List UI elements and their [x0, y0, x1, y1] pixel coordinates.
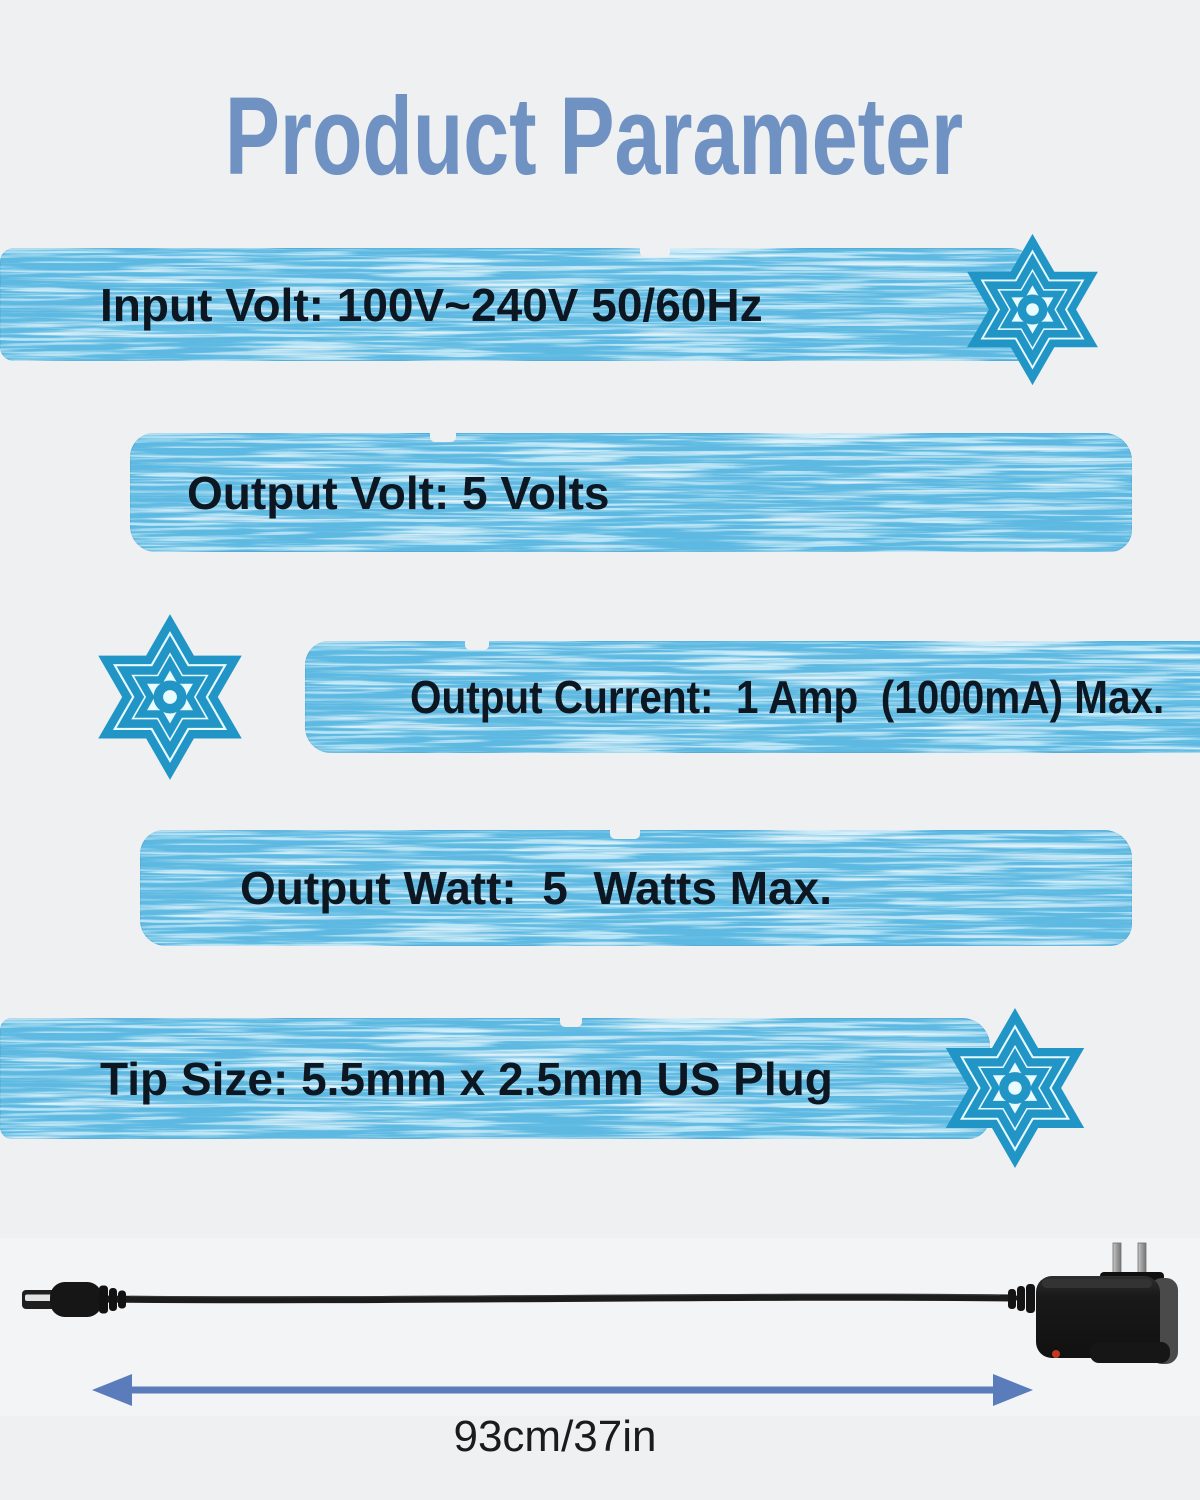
param-banner-input-volt [0, 248, 1038, 361]
param-label-output-volt: Output Volt: 5 Volts [187, 466, 610, 519]
banner-edge-notch [430, 433, 456, 442]
banner-edge-notch [465, 641, 489, 650]
length-arrow-icon [90, 1368, 1035, 1412]
hexagram-star-icon [85, 612, 255, 782]
hexagram-star-icon [955, 232, 1110, 387]
param-label-output-watt: Output Watt: 5 Watts Max. [240, 862, 833, 914]
banner-edge-notch [640, 248, 670, 257]
param-banner-output-current [305, 641, 1200, 753]
param-label-tip-size: Tip Size: 5.5mm x 2.5mm US Plug [100, 1052, 833, 1105]
param-banner-output-watt [140, 830, 1132, 946]
param-label-output-current: Output Current: 1 Amp (1000mA) Max. [410, 671, 1165, 723]
cable-length-label: 93cm/37in [453, 1412, 657, 1461]
param-label-input-volt: Input Volt: 100V~240V 50/60Hz [100, 278, 763, 331]
hexagram-star-icon [933, 1006, 1097, 1170]
param-banner-output-volt [130, 433, 1132, 552]
param-banner-tip-size [0, 1018, 990, 1139]
banner-edge-notch [610, 830, 640, 839]
banner-edge-notch [560, 1018, 582, 1027]
page-title: Product Parameter [224, 75, 964, 198]
